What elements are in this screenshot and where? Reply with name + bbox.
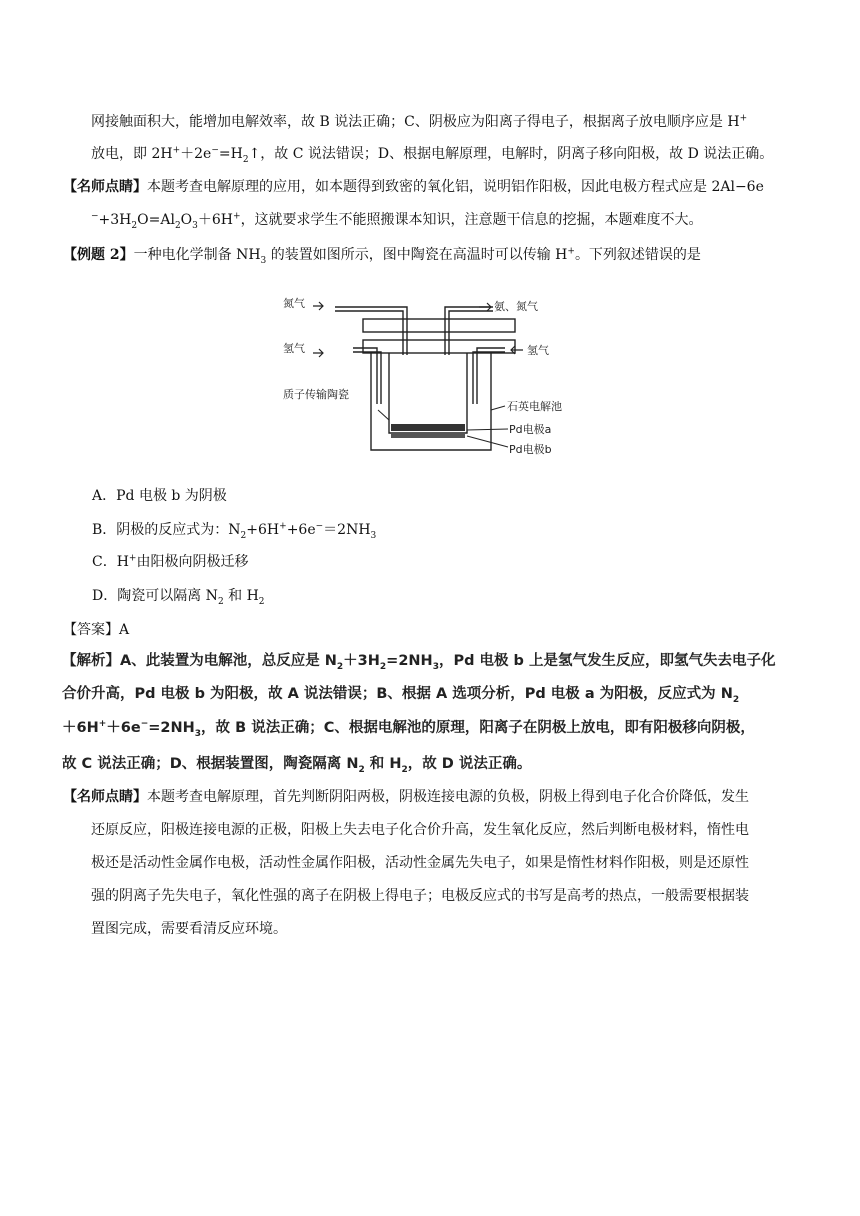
tip-line (91, 853, 749, 873)
superscript: + (128, 553, 137, 564)
option-d (92, 586, 265, 606)
text-run: +3H (98, 212, 132, 228)
pd-electrode-a (391, 424, 465, 431)
leader-line (491, 406, 505, 410)
electrolysis-apparatus-diagram (283, 292, 589, 470)
hydrogen-inlet-tube (353, 348, 377, 404)
text-run: 网接触面积大，能增加电解效率，故 B 说法正确；C、阴极应为阳离子得电子，根据离子放电顺序应是 H (91, 114, 740, 130)
text-run: =2NH (386, 653, 433, 669)
text-run: D．陶瓷可以隔离 N (92, 588, 218, 604)
leader-line (378, 410, 389, 420)
example-label: 【例题 2】 (63, 247, 134, 263)
text-run: 一种电化学制备 NH (133, 247, 261, 263)
label-hydrogen-in: 氢气 (283, 342, 305, 355)
label-quartz-cell: 石英电解池 (507, 400, 562, 413)
example-heading (63, 245, 701, 265)
subscript: 2 (242, 154, 249, 165)
text-run: ＋3H (343, 653, 380, 669)
text-run: 强的阴离子先失电子，氧化性强的离子在阴极上得电子；电极反应式的书写是高考的热点，一般需要根据装 (91, 888, 749, 904)
arrow-icon (313, 302, 323, 310)
subscript: 2 (358, 764, 365, 775)
option-a (92, 486, 227, 506)
subscript: 2 (258, 596, 265, 607)
analysis-line (62, 754, 531, 774)
superscript: + (739, 113, 748, 124)
pd-electrode-b (391, 433, 465, 438)
paragraph-line (91, 144, 773, 164)
text-run: +6e (286, 522, 316, 538)
label-hydrogen-out: 氢气 (527, 344, 549, 357)
subscript: 2 (240, 530, 247, 541)
subscript: 2 (131, 220, 138, 231)
text-run: 的装置如图所示，图中陶瓷在高温时可以传输 H (266, 247, 568, 263)
text-run: +6H (246, 522, 280, 538)
tip-line (91, 886, 749, 906)
text-run: 本题考查电解原理，首先判断阴阳两极，阴极连接电源的负极，阴极上得到电子化合价降低，发生 (147, 789, 749, 805)
arrow-icon (313, 349, 323, 357)
answer-line (63, 620, 129, 640)
superscript: + (233, 211, 241, 222)
superscript: + (567, 246, 575, 257)
text-run: B．阴极的反应式为：N (92, 522, 241, 538)
tip-line (63, 177, 764, 197)
text-run: ，故 B 说法正确；C、根据电解池的原理，阳离子在阴极上放电，即有阳极移向阴极， (201, 720, 755, 736)
text-run: ＝2NH (323, 522, 371, 538)
analysis-line (62, 684, 739, 704)
text-run: 故 C 说法正确；D、根据装置图，陶瓷隔离 N (62, 756, 359, 772)
analysis-line (62, 651, 775, 671)
text-run: ↑，故 C 说法错误；D、根据电解原理，电解时，阴离子移向阳极，故 D 说法正确。 (248, 146, 774, 162)
hydrogen-outlet-tube-inner (473, 352, 505, 404)
superscript: − (315, 521, 324, 532)
tip-label: 【名师点睛】 (63, 789, 147, 805)
label-proton-ceramic: 质子传输陶瓷 (283, 388, 349, 401)
text-run: 由阳极向阴极迁移 (136, 554, 249, 570)
tip-line (63, 787, 749, 807)
text-run: 和 H (364, 756, 402, 772)
text-run: 。下列叙述错误的是 (574, 247, 701, 263)
arrow-icon (479, 303, 491, 311)
text-run: 【解析】A、此装置为电解池，总反应是 N (62, 653, 337, 669)
answer-label: 【答案】 (63, 622, 119, 638)
text-run: ，这就要求学生不能照搬课本知识，注意题干信息的挖掘，本题难度不大。 (240, 212, 703, 228)
text-run: 本题考查电解原理的应用，如本题得到致密的氧化铝，说明铝作阳极，因此电极方程式应是 2Al−6e (147, 179, 764, 195)
subscript: 3 (370, 530, 377, 541)
superscript: + (279, 521, 287, 532)
text-run: A．Pd 电极 b 为阴极 (92, 488, 227, 504)
text-run: O=Al (137, 212, 175, 228)
text-run: 极还是活动性金属作电极，活动性金属作阳极，活动性金属先失电子，如果是惰性材料作阳极，则是还原性 (91, 855, 749, 871)
superscript: − (140, 719, 149, 730)
text-run: 和 H (223, 588, 259, 604)
tip-label: 【名师点睛】 (63, 179, 147, 195)
superscript: + (98, 719, 107, 730)
leader-line (467, 429, 508, 430)
tip-line (91, 210, 703, 230)
superscript: + (172, 145, 181, 156)
text-run: ＋6H (62, 720, 99, 736)
text-run: 放电，即 2H (91, 146, 173, 162)
label-ammonia-nitrogen-out: 氨、氮气 (494, 300, 538, 313)
label-nitrogen-in: 氮气 (283, 297, 305, 310)
text-run: ＋2e (180, 146, 212, 162)
subscript: 3 (432, 661, 439, 672)
text-run: C．H (92, 554, 129, 570)
paragraph-line (91, 112, 747, 132)
option-b (92, 520, 376, 540)
analysis-line (62, 718, 755, 738)
subscript: 2 (732, 694, 740, 705)
text-run: 还原反应，阳极连接电源的正极，阳极上失去电子化合价升高，发生氧化反应，然后判断电极材料，惰性电 (91, 822, 749, 838)
superscript: − (211, 145, 219, 156)
tip-line (91, 820, 749, 840)
text-run: =H (218, 146, 243, 162)
subscript: 2 (174, 220, 181, 231)
answer-value: A (119, 622, 130, 638)
top-plate (363, 319, 515, 332)
subscript: 3 (194, 728, 202, 739)
text-run: ＋6e (106, 720, 141, 736)
text-run: ，故 D 说法正确。 (407, 756, 532, 772)
text-run: ＋6H (197, 212, 234, 228)
text-run: 置图完成，需要看清反应环境。 (91, 921, 287, 937)
subscript: 3 (192, 220, 198, 231)
subscript: 2 (401, 764, 408, 775)
subscript: 2 (336, 661, 344, 672)
middle-plate (363, 340, 515, 353)
ceramic-tube (389, 353, 467, 433)
superscript: − (91, 211, 99, 222)
leader-line (467, 436, 508, 447)
option-c (92, 552, 248, 572)
text-run: ，Pd 电极 b 上是氢气发生反应，即氢气失去电子化 (438, 653, 776, 669)
subscript: 3 (260, 255, 267, 266)
tip-line (91, 919, 287, 939)
text-run: =2NH (148, 720, 195, 736)
text-run: O (180, 212, 193, 228)
label-electrode-b: Pd电极b (509, 443, 552, 456)
label-electrode-a: Pd电极a (509, 423, 552, 436)
subscript: 2 (379, 661, 387, 672)
text-run: 合价升高，Pd 电极 b 为阳极，故 A 说法错误；B、根据 A 选项分析，Pd 电极 a 为阳极，反应式为 N (62, 686, 733, 702)
subscript: 2 (217, 596, 224, 607)
